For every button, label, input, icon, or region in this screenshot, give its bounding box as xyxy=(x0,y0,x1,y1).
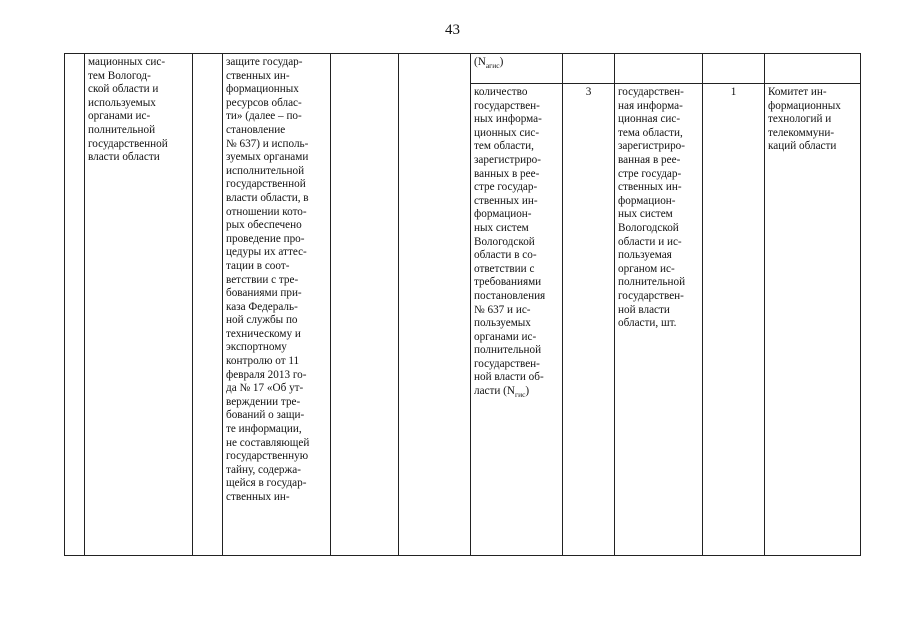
col2-line: власти области xyxy=(88,151,160,164)
col4-line: не составляющей xyxy=(226,436,310,449)
cell-col9-text xyxy=(615,84,703,556)
col9-line: ванная в рее- xyxy=(618,153,681,166)
col4-line: каза Федераль- xyxy=(226,300,298,313)
col4-line: зуемых органами xyxy=(226,151,309,164)
cell-col4-text xyxy=(223,54,331,556)
col4-line: бованиями при- xyxy=(226,287,302,300)
col9-line: государствен- xyxy=(618,86,684,98)
col11-line: телекоммуни- xyxy=(768,126,835,139)
col7-line: ной власти об- xyxy=(474,371,544,384)
col7-line: ных систем xyxy=(474,221,529,234)
col7-last-line: ласти $(N_{гис})$ xyxy=(474,385,530,400)
col4-line: власти области, в xyxy=(226,191,309,204)
col11-text-block xyxy=(768,86,857,154)
col7-line: требованиями xyxy=(474,276,542,289)
cell-col3 xyxy=(193,54,223,556)
col4-line: техническому и xyxy=(226,327,301,340)
col9-line: области и ис- xyxy=(618,235,682,248)
col7-text-block xyxy=(474,86,559,385)
col9-text-block xyxy=(618,86,699,331)
col4-line: № 637) и исполь- xyxy=(226,137,309,150)
col7-line: Вологодской xyxy=(474,235,535,248)
col9-line: пользуемая xyxy=(618,249,672,262)
col7-line: полнительной xyxy=(474,344,542,357)
col4-line: проведение про- xyxy=(226,232,305,245)
table-row-header-continuation xyxy=(65,54,861,84)
col7-line: ционных сис- xyxy=(474,126,540,139)
col7-line: тем области, xyxy=(474,140,534,153)
col11-line: технологий и xyxy=(768,113,832,126)
col4-line: ственных ин- xyxy=(226,491,290,503)
col9-line: тема области, xyxy=(618,126,683,139)
col4-line: цедуры их аттес- xyxy=(226,246,307,259)
col2-line: полнительной xyxy=(88,123,156,136)
col4-line: формационных xyxy=(226,83,299,96)
cell-col5 xyxy=(331,54,399,556)
cell-col8-top xyxy=(563,54,615,84)
col7-line: области в со- xyxy=(474,249,537,262)
col11-line: формационных xyxy=(768,99,841,112)
col9-line: ционная сис- xyxy=(618,113,681,126)
col4-line: щейся в государ- xyxy=(226,477,307,490)
col9-line: формацион- xyxy=(618,194,676,207)
col4-line: ти» (далее – по- xyxy=(226,110,302,123)
value-1: 1 xyxy=(730,86,737,98)
col4-line: тации в соот- xyxy=(226,259,290,272)
col9-line: государствен- xyxy=(618,289,684,302)
col7-line: стре государ- xyxy=(474,181,538,194)
col9-line: ной власти xyxy=(618,303,670,316)
col7-line: количество xyxy=(474,86,528,98)
col4-line: рых обеспечено xyxy=(226,219,302,232)
col4-line: тайну, содержа- xyxy=(226,463,301,476)
col2-line: тем Вологод- xyxy=(88,69,151,82)
col11-line: Комитет ин- xyxy=(768,86,827,98)
cell-col9-top xyxy=(615,54,703,84)
col2-line: используемых xyxy=(88,96,156,109)
col7-line: пользуемых xyxy=(474,317,531,330)
cell-col10-top xyxy=(703,54,765,84)
col4-line: верждении тре- xyxy=(226,395,301,408)
col2-text-block xyxy=(88,56,189,165)
col7-line: № 637 и ис- xyxy=(474,303,531,316)
cell-col11-text xyxy=(765,84,861,556)
col7-line: ванных в рее- xyxy=(474,167,540,180)
page-number: 43 xyxy=(445,22,460,38)
col11-line: каций области xyxy=(768,140,837,153)
col9-line: ных систем xyxy=(618,208,673,221)
indicator-code-agis: $(N_{агис})$ xyxy=(474,56,504,71)
col4-line: становление xyxy=(226,123,286,136)
value-3: 3 xyxy=(585,86,592,98)
col9-line: ная информа- xyxy=(618,99,683,112)
col2-line: мационных сис- xyxy=(88,56,166,68)
col7-line: формацион- xyxy=(474,208,532,221)
col9-line: Вологодской xyxy=(618,221,679,234)
col4-line: экспортному xyxy=(226,341,287,354)
document-table xyxy=(64,53,861,556)
col4-line: ресурсов облас- xyxy=(226,96,302,109)
col4-line: ветствии с тре- xyxy=(226,273,299,286)
col7-line: ственных ин- xyxy=(474,194,538,207)
col4-line: исполнительной xyxy=(226,164,305,177)
col7-line: зарегистриро- xyxy=(474,153,542,166)
cell-col6 xyxy=(399,54,471,556)
col4-text-block xyxy=(226,56,327,505)
col2-line: государственной xyxy=(88,137,168,150)
col9-line: стре государ- xyxy=(618,167,682,180)
col9-line: ственных ин- xyxy=(618,181,682,194)
col7-line: ных информа- xyxy=(474,113,542,126)
col2-line: ской области и xyxy=(88,83,159,96)
col9-line: зарегистриро- xyxy=(618,140,686,153)
col4-line: отношении кото- xyxy=(226,205,307,218)
cell-col7-top xyxy=(471,54,563,84)
col4-line: те информации, xyxy=(226,423,302,436)
col9-line: области, шт. xyxy=(618,317,677,330)
col4-line: да № 17 «Об ут- xyxy=(226,382,304,395)
col9-line: полнительной xyxy=(618,276,686,289)
col2-line: органами ис- xyxy=(88,110,151,123)
col7-line: государствен- xyxy=(474,357,540,370)
col4-line: ственных ин- xyxy=(226,69,290,82)
col7-line: ответствии с xyxy=(474,262,535,275)
cell-col10-value xyxy=(703,84,765,556)
col4-line: бований о защи- xyxy=(226,409,305,422)
col4-line: государственной xyxy=(226,178,306,191)
col7-line: государствен- xyxy=(474,99,540,112)
col7-line: постановления xyxy=(474,289,546,302)
col4-line: февраля 2013 го- xyxy=(226,368,307,381)
col4-line: государственную xyxy=(226,450,309,463)
col4-line: ной службы по xyxy=(226,314,298,327)
cell-col2-text xyxy=(85,54,193,556)
cell-col7-text xyxy=(471,84,563,556)
cell-col1 xyxy=(65,54,85,556)
col4-line: защите государ- xyxy=(226,56,303,68)
cell-col8-value xyxy=(563,84,615,556)
cell-col11-top xyxy=(765,54,861,84)
col4-line: контролю от 11 xyxy=(226,355,300,368)
col7-line: органами ис- xyxy=(474,330,537,343)
col9-line: органом ис- xyxy=(618,262,675,275)
